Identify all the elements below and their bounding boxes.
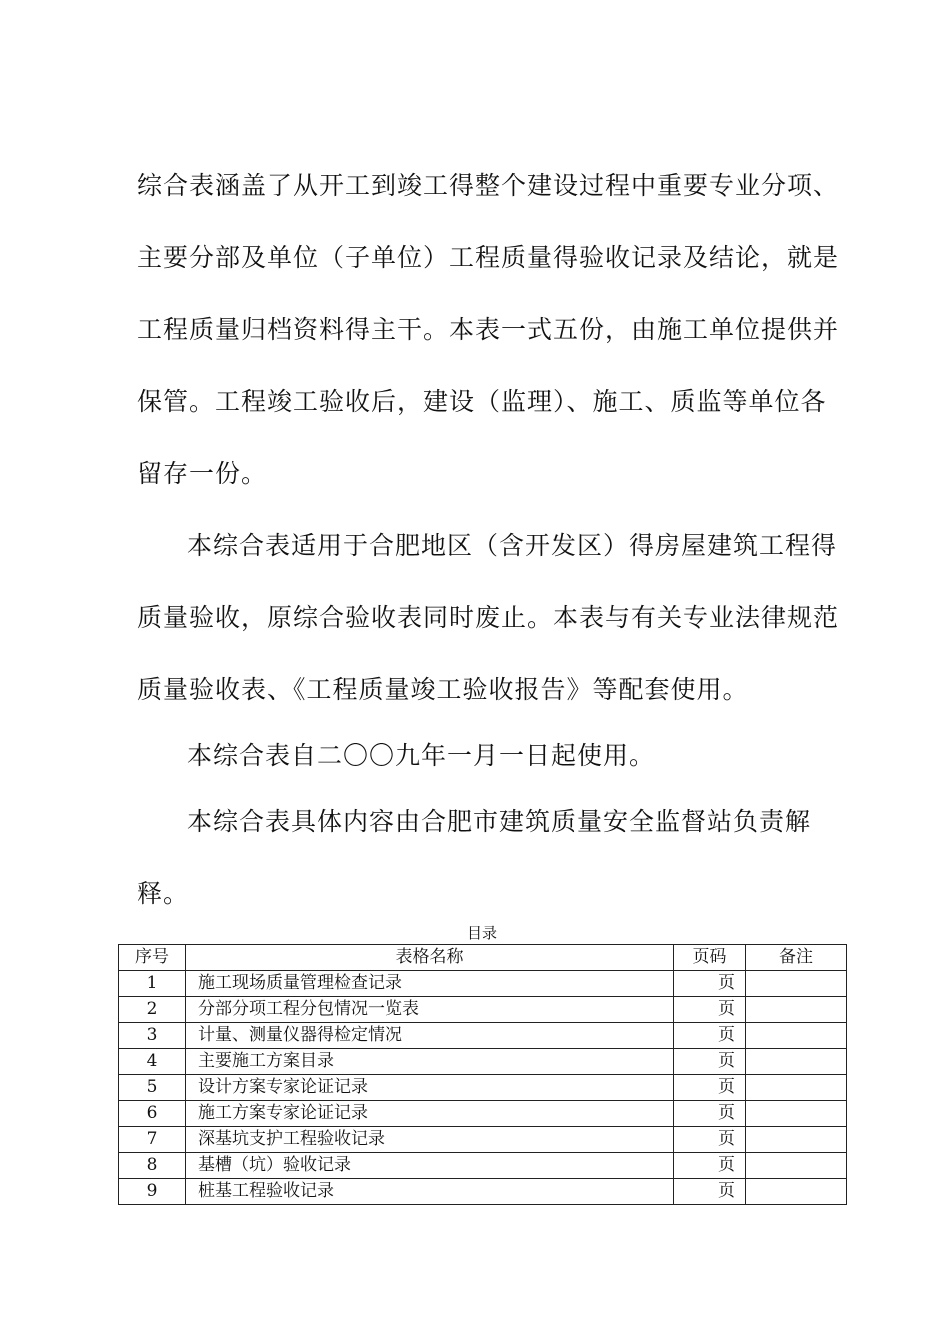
- row-note: [746, 1101, 847, 1127]
- table-row: [119, 1023, 847, 1049]
- paragraph-interpretation: [137, 786, 849, 930]
- row-note: [746, 1049, 847, 1075]
- paragraph-applicability: 本综合表适用于合肥地区（含开发区）得房屋建筑工程得质量验收，原综合验收表同时废止。本表与有关专业法律规范质量验收表、《工程质量竣工验收报告》等配套使用。: [137, 531, 840, 704]
- paragraph-interpretation-line-1: 本综合表具体内容由合肥市建筑质量安全监督站负责解: [187, 807, 812, 836]
- row-form-name: 设计方案专家论证记录: [186, 1075, 674, 1101]
- table-row: [119, 1179, 847, 1205]
- row-form-name: 桩基工程验收记录: [186, 1179, 674, 1205]
- row-page: 页: [674, 997, 746, 1023]
- paragraph-effective-date: 本综合表自二〇〇九年一月一日起使用。: [187, 741, 656, 770]
- row-form-name: 施工现场质量管理检查记录: [186, 971, 674, 997]
- row-form-name: 基槽（坑）验收记录: [186, 1153, 674, 1179]
- row-page: 页: [674, 971, 746, 997]
- row-note: [746, 1023, 847, 1049]
- row-page: 页: [674, 1023, 746, 1049]
- row-form-name: 分部分项工程分包情况一览表: [186, 997, 674, 1023]
- row-form-name: 深基坑支护工程验收记录: [186, 1127, 674, 1153]
- row-number: 1: [119, 971, 186, 997]
- table-of-contents: [118, 922, 846, 1205]
- table-row: [119, 1153, 847, 1179]
- row-page: 页: [674, 1153, 746, 1179]
- header-page: 页码: [674, 945, 746, 971]
- table-row: [119, 997, 847, 1023]
- row-note: [746, 1075, 847, 1101]
- header-number: 序号: [119, 945, 186, 971]
- body-text: [137, 150, 849, 930]
- header-note: 备注: [746, 945, 847, 971]
- row-number: 9: [119, 1179, 186, 1205]
- table-row: [119, 1101, 847, 1127]
- row-note: [746, 1127, 847, 1153]
- row-form-name: 施工方案专家论证记录: [186, 1101, 674, 1127]
- table-row: [119, 1075, 847, 1101]
- row-number: 5: [119, 1075, 186, 1101]
- row-form-name: 计量、测量仪器得检定情况: [186, 1023, 674, 1049]
- row-form-name: 主要施工方案目录: [186, 1049, 674, 1075]
- toc-title: 目录: [466, 924, 497, 942]
- header-form-name: 表格名称: [186, 945, 674, 971]
- row-number: 4: [119, 1049, 186, 1075]
- row-number: 7: [119, 1127, 186, 1153]
- table-row: [119, 1049, 847, 1075]
- row-number: 8: [119, 1153, 186, 1179]
- row-page: 页: [674, 1101, 746, 1127]
- row-note: [746, 997, 847, 1023]
- row-number: 3: [119, 1023, 186, 1049]
- row-note: [746, 1153, 847, 1179]
- row-note: [746, 971, 847, 997]
- paragraph-scope: 综合表涵盖了从开工到竣工得整个建设过程中重要专业分项、主要分部及单位（子单位）工程质量得验收记录及结论，就是工程质量归档资料得主干。本表一式五份，由施工单位提供并保管。工程竣工验收后，建设（监理）、施工、质监等单位各留存一份。: [137, 171, 840, 488]
- row-number: 2: [119, 997, 186, 1023]
- table-row: [119, 971, 847, 997]
- table-row: [119, 1127, 847, 1153]
- toc-header-row: [119, 945, 847, 971]
- row-page: 页: [674, 1075, 746, 1101]
- row-page: 页: [674, 1049, 746, 1075]
- toc-table: [118, 944, 847, 1205]
- row-number: 6: [119, 1101, 186, 1127]
- row-note: [746, 1179, 847, 1205]
- row-page: 页: [674, 1127, 746, 1153]
- row-page: 页: [674, 1179, 746, 1205]
- paragraph-interpretation-line-2: 释。: [137, 879, 190, 908]
